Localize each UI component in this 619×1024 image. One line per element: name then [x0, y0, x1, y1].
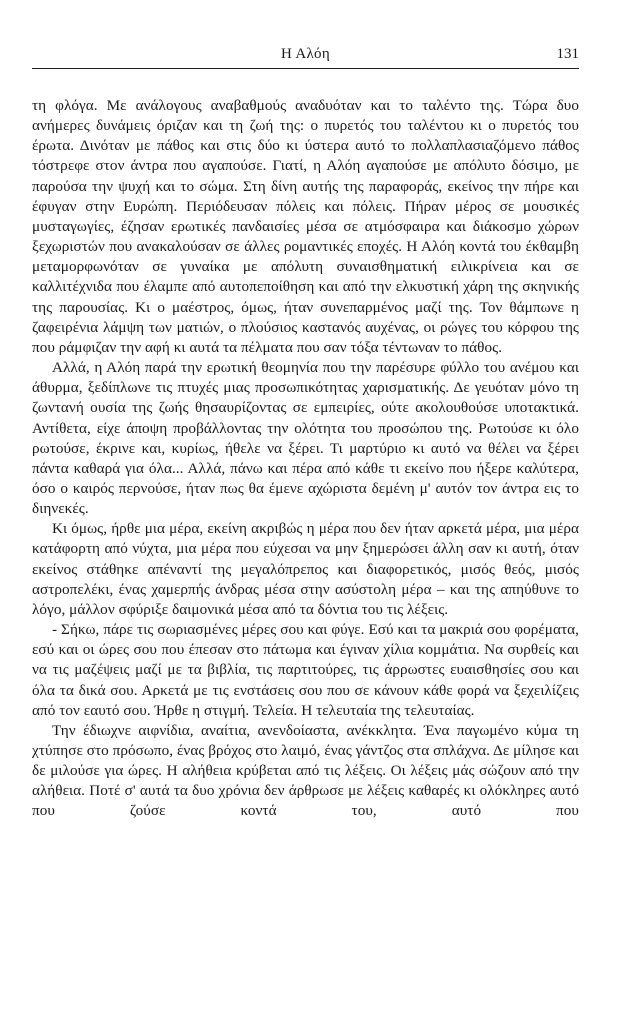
paragraph: Αλλά, η Αλόη παρά την ερωτική θεομηνία που την παρέσυρε φύλλο του ανέμου και άθυρμα, ξεδίπλωνε τις πτυχές μιας προσωπικότητας χαρισματικής. Δε γευόταν μόνο τη ζωντανή ουσία της ζωής θησαυρίζοντας σε εμπειρίες, ούτε ακολουθούσε υποτακτικά. Αντίθετα, είχε άποψη προβάλλοντας την ολότητα του προσώπου της. Ρωτούσε κι όλο ρωτούσε, έκρινε και, κυρίως, ήθελε να ξέρει. Τι μαρτύριο κι αυτό να θέλει να ξέρει πάντα καθαρά για όλα... Αλλά, πάνω και πέρα από κάθε τι εκείνο που ήξερε καλύτερα, όσο ο καιρός περνούσε, ήταν πως θα έμενε αχώριστα δεμένη μ' αυτόν τον άντρα εις το διηνεκές. [32, 359, 579, 518]
running-header [32, 46, 579, 69]
body-text [32, 96, 579, 822]
paragraph: Κι όμως, ήρθε μια μέρα, εκείνη ακριβώς η μέρα που δεν ήταν αρκετά μέρα, μια μέρα κατάφορτη από νύχτα, μια μέρα που εύχεσαι να μην ξημερώσει άλλη σαν κι αυτή, όταν εκείνος στάθηκε απέναντί της μεγαλόπρεπος και διαφορετικός, μισός θεός, μισός αστροπελέκι, ένας χαμερπής άνδρας μέσα στην ασύστολη μέρα – και της απηύθυνε το λόγο, μάλλον σφύριξε δαιμονικά μέσα από τα δόντια του τις λέξεις. [32, 520, 579, 618]
running-title: Η Αλόη [280, 46, 330, 62]
book-page [32, 46, 579, 822]
paragraph-continued: τη φλόγα. Με ανάλογους αναβαθμούς αναδυόταν και το ταλέντο της. Τώρα δυο ανήμερες δυνάμεις όριζαν και τη ζωή της: ο πυρετός του ταλέντου κι ο πυρετός του έρωτα. Δινόταν με πάθος και στις δύο κι ύστερα αυτό το πολλαπλασιαζόμενο πάθος τόστρεφε στον άντρα που αγαπούσε. Γιατί, η Αλόη αγαπούσε με απόλυτο δόσιμο, με παρούσα την ψυχή και το σώμα. Στη δίνη αυτής της παραφοράς, εκείνος την πήρε και έφυγαν στην Ευρώπη. Περιόδευσαν πόλεις και πόλεις. Πήραν μέρος σε μουσικές μυσταγωγίες, έζησαν ερωτικές πανδαισίες μέσα σε ατμόσφαιρα και διάκοσμο χώρων ξεχωριστών που ανακαλούσαν σε άλλες ρομαντικές εποχές. Η Αλόη κοντά του έκθαμβη μεταμορφωνόταν σε γυναίκα με απόλυτη συναισθηματική ειλικρίνεια και σε καλλιτέχνιδα που έλαμπε από αυτοπεποίθηση και από την ελκυστική χάρη της σκηνικής της παρουσίας. Κι ο μαέστρος, όμως, ήταν συνεπαρμένος μαζί της. Τον θάμπωνε η ζαφειρένια λάμψη των ματιών, ο πλούσιος καστανός αυχένας, οι ρώγες του κόρφου της που ράμφιζαν την αφή κι αυτά τα πέλματα που σαν τόξα τέντωναν το πάθος. [32, 97, 579, 356]
page-number: 131 [556, 46, 579, 62]
dialogue-paragraph: - Σήκω, πάρε τις σωριασμένες μέρες σου και φύγε. Εσύ και τα μακριά σου φορέματα, εσύ και οι ώρες σου που έπεσαν στο πάτωμα και έγιναν χίλια κομμάτια. Να συρθείς και να τις μαζέψεις μαζί με τα βιβλία, τις παρτιτούρες, τις άρρωστες ευαισθησίες σου και όλα τα δικά σου. Αρκετά με τις ενστάσεις σου που σε κάνουν κάθε φορά να ξεχειλίζεις από τον εαυτό σου. Ήρθε η στιγμή. Τελεία. Η τελευταία της τελευταίας. [32, 621, 579, 719]
paragraph: Την έδιωχνε αιφνίδια, αναίτια, ανενδοίαστα, ανέκκλητα. Ένα παγωμένο κύμα τη χτύπησε στο πρόσωπο, ένας βρόχος στο λαιμό, ένας γάντζος στα σπλάχνα. Δε μίλησε και δε μιλούσε για ώρες. Η αλήθεια κρύβεται από τις λέξεις. Οι λέξεις μάς σώζουν από την αλήθεια. Ποτέ σ' αυτά τα δυο χρόνια δεν άρθρωσε με λέξεις καθαρές κι ολόκληρες αυτό που ζούσε κοντά του, αυτό που [32, 721, 579, 820]
